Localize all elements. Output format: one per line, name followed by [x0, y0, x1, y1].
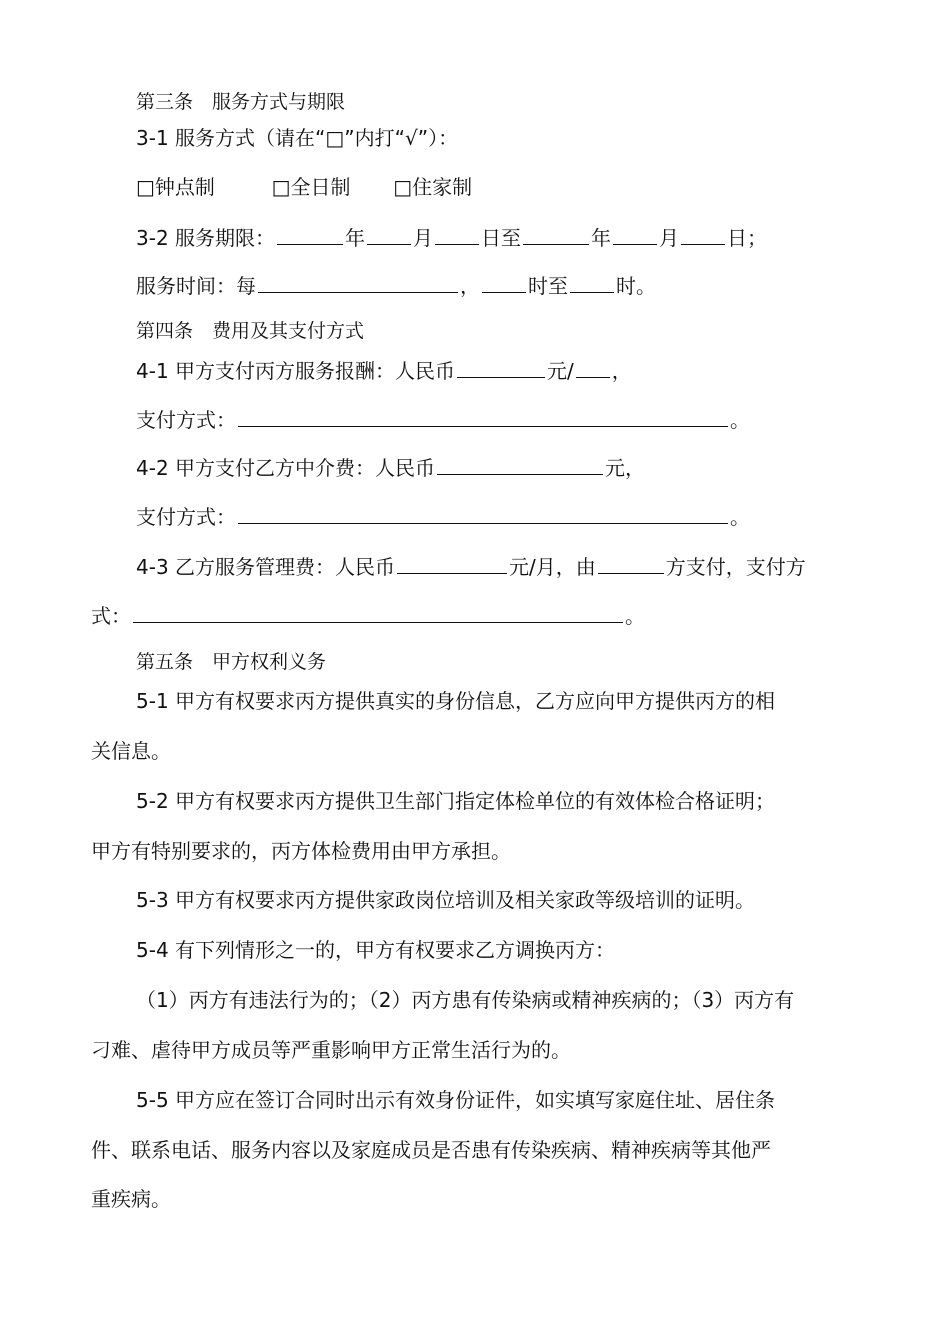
end-month-blank[interactable]: [613, 222, 657, 245]
clause-4-3-cont-label: 式：: [91, 604, 131, 628]
article3-heading: 第三条 服务方式与期限: [136, 91, 346, 113]
period: 。: [625, 604, 645, 628]
service-mode-options: [136, 173, 859, 201]
clause-5-2-line-1: 5-2 甲方有权要求丙方提供卫生部门指定体检单位的有效体检合格证明；: [136, 789, 776, 813]
clause-3-2-label: 3-2 服务期限：: [136, 226, 276, 250]
comma: ，: [611, 359, 632, 383]
clause-5-1-line-1: 5-1 甲方有权要求丙方提供真实的身份信息，乙方应向甲方提供丙方的相: [136, 689, 776, 713]
yuan-month-label: 元/月，由: [509, 555, 596, 579]
start-hour-blank[interactable]: [482, 270, 526, 293]
hour-end-label: 时。: [616, 274, 656, 298]
year-label: 年: [345, 226, 366, 250]
payment-method-label: 支付方式：: [136, 408, 236, 432]
service-fee-amount-blank[interactable]: [457, 355, 545, 378]
clause-3-2: [136, 222, 859, 252]
clause-4-3-label: 4-3 乙方服务管理费：人民币: [136, 555, 396, 579]
period: 。: [730, 408, 750, 432]
service-time-label: 服务时间：每: [136, 274, 256, 298]
agency-fee-blank[interactable]: [437, 452, 603, 475]
clause-5-2-line-2: 甲方有特别要求的，丙方体检费用由甲方承担。: [91, 839, 511, 863]
comma: ，: [460, 274, 480, 298]
option-full-day[interactable]: □全日制: [271, 175, 351, 199]
month-label: 月: [659, 226, 680, 250]
clause-5-3: 5-3 甲方有权要求丙方提供家政岗位培训及相关家政等级培训的证明。: [136, 888, 756, 912]
period: 。: [730, 505, 750, 529]
clause-4-3-cont: [91, 600, 859, 630]
clause-4-2: [136, 452, 859, 482]
yuan-per-label: 元/: [547, 359, 574, 383]
clause-4-1: [136, 355, 859, 385]
article5-heading: 第五条 甲方权利义务: [136, 651, 327, 673]
service-time-every-blank[interactable]: [258, 270, 458, 293]
article4-heading: 第四条 费用及其支付方式: [136, 320, 365, 342]
payment-method-label: 支付方式：: [136, 505, 236, 529]
clause-5-4-items-line-2: 刁难、虐待甲方成员等严重影响甲方正常生活行为的。: [91, 1038, 571, 1062]
day-end-label: 日；: [727, 226, 768, 250]
clause-5-1-line-2: 关信息。: [91, 739, 171, 763]
management-fee-blank[interactable]: [397, 551, 507, 574]
management-payment-method-blank[interactable]: [133, 600, 623, 623]
clause-5-5-line-2: 件、联系电话、服务内容以及家庭成员是否患有传染疾病、精神疾病等其他严: [91, 1138, 771, 1162]
option-hourly[interactable]: □钟点制: [136, 175, 215, 199]
month-label: 月: [413, 226, 434, 250]
party-pay-label: 方支付，支付方: [665, 555, 806, 579]
payment-method-blank[interactable]: [238, 501, 728, 524]
clause-3-1: 3-1 服务方式（请在“□”内打“√”）：: [136, 126, 459, 150]
clause-5-5-line-3: 重疾病。: [91, 1187, 171, 1211]
start-day-blank[interactable]: [435, 222, 479, 245]
payment-method-line-2: [136, 501, 859, 531]
clause-4-3: [136, 551, 859, 581]
service-time-line: [136, 270, 859, 300]
end-day-blank[interactable]: [681, 222, 725, 245]
clause-5-4-items-line-1: （1）丙方有违法行为的；（2）丙方患有传染病或精神疾病的；（3）丙方有: [136, 988, 795, 1012]
clause-5-5-line-1: 5-5 甲方应在签订合同时出示有效身份证件，如实填写家庭住址、居住条: [136, 1088, 776, 1112]
payment-method-line-1: [136, 404, 859, 434]
payment-method-blank[interactable]: [238, 404, 728, 427]
end-year-blank[interactable]: [523, 222, 589, 245]
clause-4-1-label: 4-1 甲方支付丙方服务报酬：人民币: [136, 359, 456, 383]
year-label: 年: [591, 226, 612, 250]
option-live-in[interactable]: □住家制: [393, 175, 473, 199]
paying-party-blank[interactable]: [598, 551, 664, 574]
service-fee-unit-blank[interactable]: [576, 355, 610, 378]
end-hour-blank[interactable]: [570, 270, 614, 293]
hour-to-label: 时至: [528, 274, 568, 298]
start-year-blank[interactable]: [277, 222, 343, 245]
clause-4-2-label: 4-2 甲方支付乙方中介费：人民币: [136, 456, 436, 480]
clause-5-4: 5-4 有下列情形之一的，甲方有权要求乙方调换丙方：: [136, 938, 616, 962]
yuan-label: 元，: [605, 456, 646, 480]
day-to-label: 日至: [481, 226, 522, 250]
start-month-blank[interactable]: [367, 222, 411, 245]
